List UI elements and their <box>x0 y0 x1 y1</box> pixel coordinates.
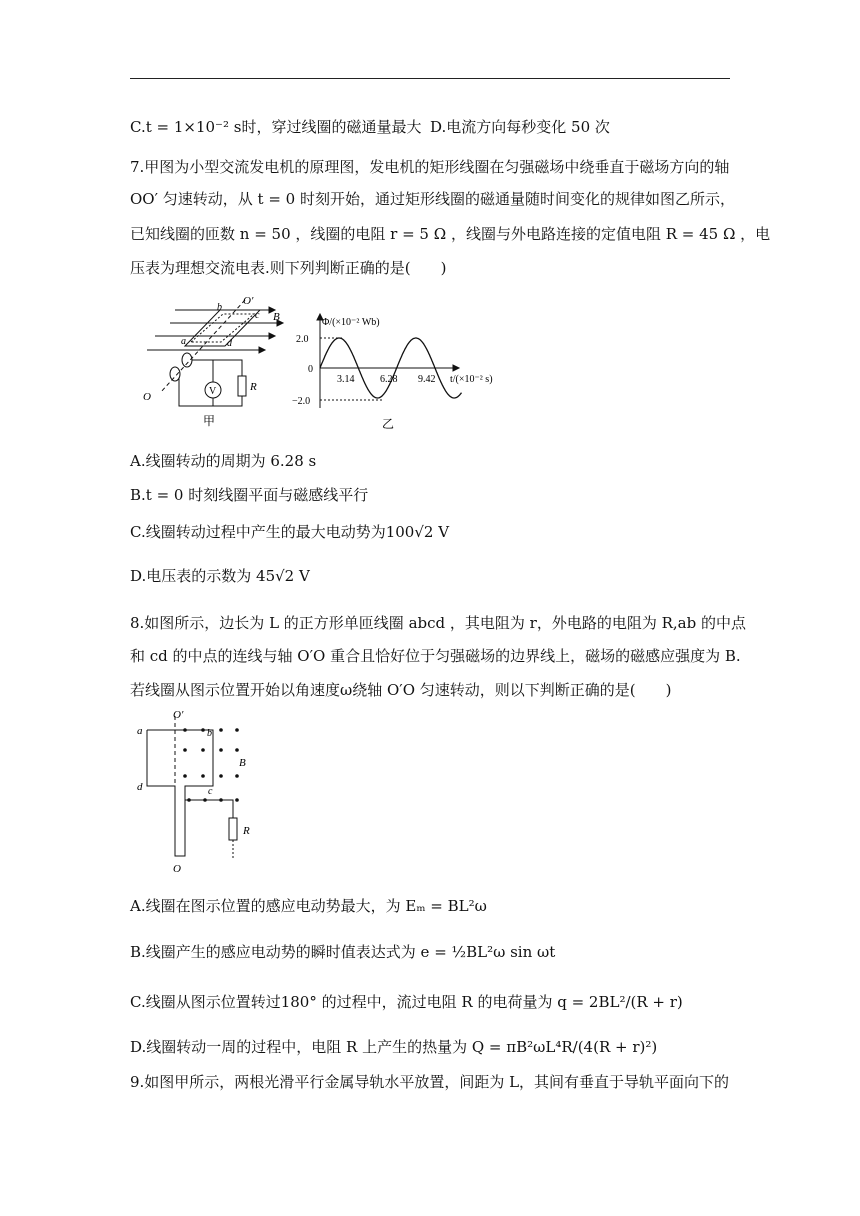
label-b: b <box>207 728 212 739</box>
q8-option-c: C.线圈从图示位置转过180° 的过程中，流过电阻 R 的电荷量为 q = 2BL²/(R + r) <box>130 993 683 1011</box>
flux-graph <box>292 308 507 433</box>
label-o: O <box>173 863 181 875</box>
fig-jia-caption: 甲 <box>203 414 216 428</box>
label-b-field: B <box>239 757 246 769</box>
q7-option-c: C.线圈转动过程中产生的最大电动势为100√2 V <box>130 523 450 541</box>
generator-diagram <box>135 288 290 433</box>
q7-option-d: D.电压表的示数为 45√2 V <box>130 567 310 585</box>
label-b: b <box>217 302 222 313</box>
label-c: c <box>208 786 213 797</box>
q7-option-b: B.t = 0 时刻线圈平面与磁感线平行 <box>130 486 369 504</box>
q8-stem-line: 和 cd 的中点的连线与轴 O′O 重合且恰好位于匀强磁场的边界线上，磁场的磁感应强度为 B. <box>130 647 741 665</box>
label-d: d <box>137 781 143 793</box>
fig-yi-caption: 乙 <box>382 417 395 431</box>
label-b-field: B <box>273 311 280 323</box>
y-axis-label: Φ/(×10⁻² Wb) <box>322 317 380 328</box>
q7-option-a: A.线圈转动的周期为 6.28 s <box>130 452 317 470</box>
q8-option-a: A.线圈在图示位置的感应电动势最大，为 Eₘ = BL²ω <box>130 897 487 915</box>
x-tick-942: 9.42 <box>418 374 436 385</box>
q6-option-c: C.t = 1×10⁻² s时，穿过线圈的磁通量最大 <box>130 118 422 136</box>
q8-stem-line: 8.如图所示，边长为 L 的正方形单匝线圈 abcd ，其电阻为 r，外电路的电阻为 R,ab 的中点 <box>130 614 746 632</box>
label-v: V <box>209 386 217 397</box>
q9-stem-line: 9.如图甲所示，两根光滑平行金属导轨水平放置，间距为 L，其间有垂直于导轨平面向下的 <box>130 1073 730 1091</box>
y-tick-0: 0 <box>308 364 313 375</box>
y-tick-neg2: −2.0 <box>292 396 311 407</box>
q7-stem-line: 7.甲图为小型交流发电机的原理图，发电机的矩形线圈在匀强磁场中绕垂直于磁场方向的轴 <box>130 158 730 176</box>
y-tick-2: 2.0 <box>296 334 309 345</box>
label-a: a <box>137 725 143 737</box>
q8-option-b: B.线圈产生的感应电动势的瞬时值表达式为 e = ½BL²ω sin ωt <box>130 943 556 961</box>
q7-stem-line: 压表为理想交流电表.则下列判断正确的是( ) <box>130 259 447 277</box>
x-tick-314: 3.14 <box>337 374 355 385</box>
label-a: a <box>181 336 186 347</box>
coil-field-diagram <box>133 706 263 876</box>
label-d: d <box>227 338 232 349</box>
x-tick-628: 6.28 <box>380 374 398 385</box>
header-rule <box>130 78 730 79</box>
q6-option-d: D.电流方向每秒变化 50 次 <box>430 118 610 136</box>
label-r: R <box>250 381 257 393</box>
label-o-prime: O′ <box>243 295 254 307</box>
label-c: c <box>255 310 260 321</box>
q7-stem-line: 已知线圈的匝数 n = 50 ，线圈的电阻 r = 5 Ω ，线圈与外电路连接的定值电阻 R = 45 Ω ，电 <box>130 225 771 243</box>
label-o-prime: O′ <box>173 709 184 721</box>
q7-stem-line: OO′ 匀速转动，从 t = 0 时刻开始，通过矩形线圈的磁通量随时间变化的规律如图乙所示， <box>130 190 735 208</box>
x-axis-label: t/(×10⁻² s) <box>450 374 493 385</box>
label-o: O <box>143 391 151 403</box>
label-r: R <box>243 825 250 837</box>
q8-option-d: D.线圈转动一周的过程中，电阻 R 上产生的热量为 Q = πB²ωL⁴R/(4(R + r)²) <box>130 1038 658 1056</box>
q8-stem-line: 若线圈从图示位置开始以角速度ω绕轴 O′O 匀速转动，则以下判断正确的是( ) <box>130 681 672 699</box>
